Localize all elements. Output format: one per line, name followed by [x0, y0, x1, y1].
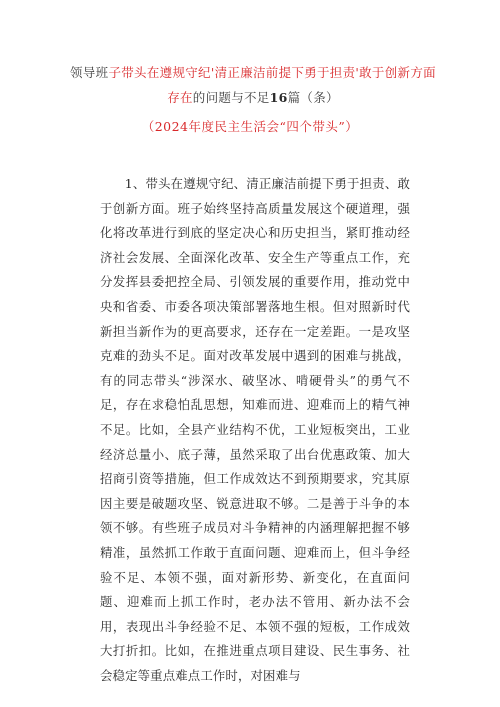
document-title — [68, 60, 438, 110]
body-paragraph: 1、带头在遵规守纪、清正廉洁前提下勇于担责、敢于创新方面。班子始终坚持高质量发展这个硬道理，强化将改革进行到底的坚定决心和历史担当，紧盯推动经济社会发展、全面深化改革、安全生产等重点工作，充分发挥县委把控全局、引领发展的重要作用，推动党中央和省委、市委各项决策部署落地生根。但对照新时代新担当新作为的更高要求，还存在一定差距。一是攻坚克难的劲头不足。面对改革发展中遇到的困难与挑战，有的同志带头“涉深水、破坚冰、啃硬骨头”的勇气不足，存在求稳怕乱思想，知难而进、迎难而上的精气神不足。比如，全县产业结构不优，工业短板突出，工业经济总量小、底子薄，虽然采取了出台优惠政策、加大招商引资等措施，但工作成效达不到预期要求，究其原因主要是破题攻坚、锐意进取不够。二是善于斗争的本领不够。有些班子成员对斗争精神的内涵理解把握不够精准，虽然抓工作敢于直面问题、迎难而上，但斗争经验不足、本领不强，面对新形势、新变化，在直面问题、迎难而上抓工作时，老办法不管用、新办法不会用，表现出斗争经验不足、本领不强的短板，工作成效大打折扣。比如，在推进重点项目建设、民生事务、社会稳定等重点难点工作时，对困难与 — [100, 176, 410, 683]
title-count: 16 — [269, 90, 288, 105]
title-suffix: 篇（条） — [287, 90, 339, 105]
document-subtitle: （2024年度民主生活会“四个带头”） — [141, 119, 359, 134]
title-prefix: 领导班 — [70, 65, 109, 80]
title-highlight: 子带头在遵规守纪'清正廉洁前提下勇于担责'敢于创新方面存在 — [108, 65, 436, 105]
title-middle: 的问题与不足 — [192, 90, 270, 105]
